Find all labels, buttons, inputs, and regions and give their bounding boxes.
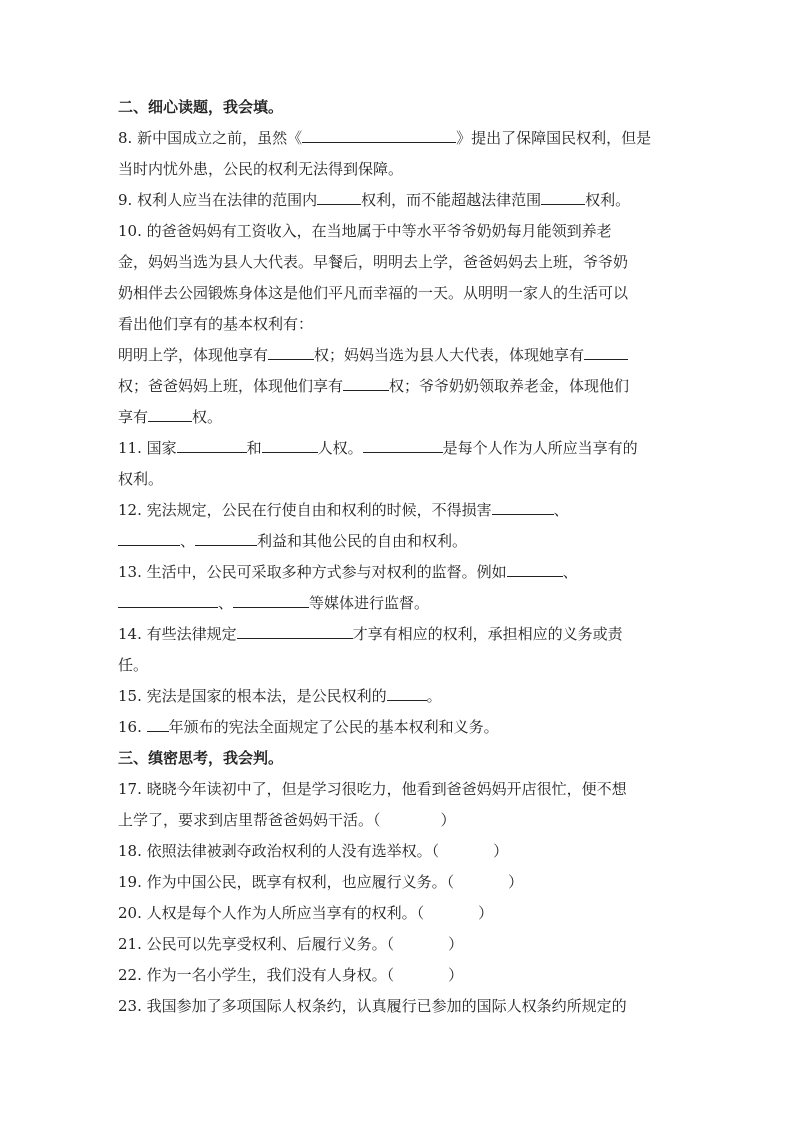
document-content [118, 92, 678, 1022]
q9-text-c: 权利。 [585, 191, 631, 209]
q11-text: 11. 国家 [118, 439, 177, 457]
answer-blank[interactable] [118, 590, 218, 608]
q13-text: 、 [562, 563, 578, 581]
answer-blank[interactable] [147, 714, 169, 732]
q22-text: 22. 作为一名小学生，我们没有人身权。（ [118, 966, 395, 984]
q21-close: ） [448, 935, 464, 953]
question-10-line-7 [118, 402, 678, 433]
answer-blank[interactable] [177, 435, 247, 453]
question-12-line-1 [118, 495, 678, 526]
question-20 [118, 898, 678, 929]
question-9 [118, 185, 678, 216]
section-heading-judge: 三、缜密思考，我会判。 [118, 749, 284, 767]
question-23-line-1: 23. 我国参加了多项国际人权条约，认真履行已参加的国际人权条约所规定的 [118, 997, 627, 1015]
q14-text: 14. 有些法律规定 [118, 625, 237, 643]
question-8-line-1 [118, 123, 678, 154]
question-22 [118, 960, 678, 991]
q11-text: 和 [246, 439, 262, 457]
q20-text: 20. 人权是每个人作为人所应当享有的权利。（ [118, 904, 425, 922]
answer-blank[interactable] [195, 528, 257, 546]
answer-blank[interactable] [507, 559, 563, 577]
q15-text: 15. 宪法是国家的根本法，是公民权利的 [118, 687, 387, 705]
q16-text: 16. [118, 718, 147, 736]
question-16 [118, 712, 678, 743]
answer-blank[interactable] [387, 683, 427, 701]
q13-text: 13. 生活中，公民可采取多种方式参与对权利的监督。例如 [118, 563, 507, 581]
q8-text-b: 》提出了保障国民权利，但是 [456, 129, 652, 147]
question-17-line-1: 17. 晓晓今年读初中了，但是学习很吃力，他看到爸爸妈妈开店很忙，便不想 [118, 780, 627, 798]
q10-text: 权。 [192, 408, 223, 426]
answer-blank[interactable] [262, 435, 318, 453]
q12-text: 、 [180, 532, 196, 550]
answer-blank[interactable] [584, 342, 628, 360]
question-21 [118, 929, 678, 960]
answer-blank[interactable] [363, 435, 443, 453]
question-10-line-1: 10. 的爸爸妈妈有工资收入，在当地属于中等水平爷爷奶奶每月能领到养老 [118, 222, 612, 240]
q8-text-a: 8. 新中国成立之前，虽然《 [118, 129, 303, 147]
question-12-line-2 [118, 526, 678, 557]
q19-text: 19. 作为中国公民，既享有权利，也应履行义务。（ [118, 873, 455, 891]
question-19 [118, 867, 678, 898]
answer-blank[interactable] [237, 621, 353, 639]
q9-text-a: 9. 权利人应当在法律的范围内 [118, 191, 318, 209]
question-10-line-3: 奶相伴去公园锻炼身体这是他们平凡而幸福的一天。从明明一家人的生活可以 [118, 284, 629, 302]
question-10-line-5 [118, 340, 678, 371]
answer-blank[interactable] [148, 404, 192, 422]
answer-blank[interactable] [302, 125, 456, 143]
q10-text: 权；爷爷奶奶领取养老金，体现他们 [389, 377, 630, 395]
q11-text: 是每个人作为人所应当享有的 [442, 439, 638, 457]
q9-text-b: 权利，而不能超越法律范围 [361, 191, 542, 209]
answer-blank[interactable] [268, 342, 314, 360]
q12-text: 12. 宪法规定，公民在行使自由和权利的时候，不得损害 [118, 501, 492, 519]
answer-blank[interactable] [541, 187, 585, 205]
question-14-line-1 [118, 619, 678, 650]
q21-text: 21. 公民可以先享受权利、后履行义务。（ [118, 935, 395, 953]
q10-text: 享有 [118, 408, 149, 426]
q19-close: ） [508, 873, 524, 891]
answer-blank[interactable] [118, 528, 180, 546]
question-15 [118, 681, 678, 712]
q18-text: 18. 依照法律被剥夺政治权利的人没有选举权。（ [118, 842, 440, 860]
answer-blank[interactable] [492, 497, 554, 515]
q14-text: 才享有相应的权利，承担相应的义务或责 [352, 625, 623, 643]
question-10-line-2: 金，妈妈当选为县人大代表。早餐后，明明去上学，爸爸妈妈去上班，爷爷奶 [118, 253, 629, 271]
question-11-line-1 [118, 433, 678, 464]
question-13-line-2 [118, 588, 678, 619]
answer-blank[interactable] [317, 187, 361, 205]
section-heading-fill: 二、细心读题，我会填。 [118, 98, 284, 116]
question-13-line-1 [118, 557, 678, 588]
q10-text: 明明上学，体现他享有 [118, 346, 269, 364]
q17-text: 上学了，要求到店里帮爸爸妈妈干活。（ [118, 811, 381, 829]
q13-text: 、 [218, 594, 234, 612]
question-17-line-2 [118, 805, 678, 836]
q10-text: 权；妈妈当选为县人大代表，体现她享有 [314, 346, 585, 364]
q18-close: ） [493, 842, 509, 860]
question-10-line-6 [118, 371, 678, 402]
q11-text: 人权。 [317, 439, 363, 457]
question-8-line-2: 当时内忧外患，公民的权利无法得到保障。 [118, 160, 404, 178]
q12-text: 、 [553, 501, 569, 519]
answer-blank[interactable] [343, 373, 389, 391]
q17-close: ） [440, 811, 456, 829]
q20-close: ） [478, 904, 494, 922]
q10-text: 权；爸爸妈妈上班，体现他们享有 [118, 377, 344, 395]
q13-text: 等媒体进行监督。 [309, 594, 430, 612]
q12-text: 利益和其他公民的自由和权利。 [257, 532, 468, 550]
answer-blank[interactable] [233, 590, 309, 608]
q16-text: 年颁布的宪法全面规定了公民的基本权利和义务。 [168, 718, 499, 736]
q22-close: ） [448, 966, 464, 984]
question-11-line-2: 权利。 [118, 470, 164, 488]
q15-text: 。 [426, 687, 442, 705]
question-14-line-2: 任。 [118, 656, 149, 674]
question-18 [118, 836, 678, 867]
question-10-line-4: 看出他们享有的基本权利有： [118, 315, 314, 333]
